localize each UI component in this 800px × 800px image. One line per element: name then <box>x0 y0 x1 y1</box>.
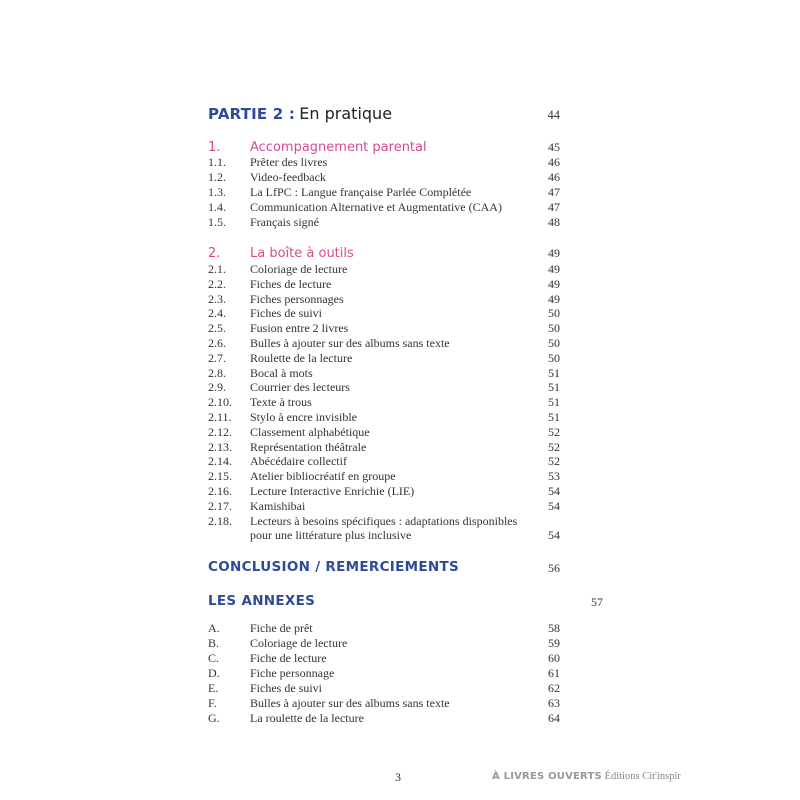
toc-item-number: 1.2. <box>208 170 226 184</box>
toc-item-page: 52 <box>548 454 560 469</box>
toc-item-text: Texte à trous <box>250 395 312 410</box>
toc-item-page: 47 <box>548 185 560 199</box>
toc-item-number: 2.8. <box>208 365 226 380</box>
toc-item-number: 2.12. <box>208 424 232 439</box>
section-2-number: 2. <box>208 246 221 261</box>
toc-item-page: 52 <box>548 424 560 439</box>
toc-item-text: Coloriage de lecture <box>250 262 348 276</box>
section-2-page: 49 <box>548 246 560 260</box>
toc-item-number: 2.17. <box>208 498 232 513</box>
section-2-title: La boîte à outils <box>250 246 354 261</box>
toc-item-number: 2.10. <box>208 395 232 410</box>
toc-item-text: Lecteurs à besoins spécifiques : adaptations disponibles <box>250 513 518 528</box>
toc-item-text: Fiche de lecture <box>250 651 327 665</box>
toc-item-number: 2.11. <box>208 410 232 424</box>
annexes-heading: LES ANNEXES <box>208 593 316 609</box>
toc-item-page: 51 <box>548 410 560 424</box>
part-page: 44 <box>547 108 560 122</box>
conclusion-heading: CONCLUSION / REMERCIEMENTS <box>208 559 460 575</box>
toc-item-page: 51 <box>548 395 560 410</box>
section-1-title: Accompagnement parental <box>250 140 427 155</box>
toc-item-text: Video-feedback <box>250 170 326 184</box>
toc-item-text: Classement alphabétique <box>250 424 370 439</box>
toc-item-number: 2.15. <box>208 469 232 484</box>
toc-item-text: Fiche personnage <box>250 666 335 680</box>
toc-item-number: 2.9. <box>208 380 226 395</box>
toc-item-page: 54 <box>548 498 560 513</box>
toc-item-text: Stylo à encre invisible <box>250 410 357 424</box>
toc-item-number: 1.1. <box>208 155 226 169</box>
toc-item-page: 64 <box>548 711 560 725</box>
toc-item-text: Courrier des lecteurs <box>250 380 350 395</box>
brand-name: À LIVRES OUVERTS <box>492 771 602 782</box>
annexes-page: 57 <box>591 595 603 609</box>
toc-item-page: 52 <box>548 439 560 454</box>
publisher-name: Éditions Cit'inspir <box>604 771 681 782</box>
toc-item-text: Représentation théâtrale <box>250 439 367 454</box>
toc-item-page: 59 <box>548 636 560 650</box>
toc-item-page: 51 <box>548 365 560 380</box>
toc-item-text: Atelier bibliocréatif en groupe <box>250 469 396 484</box>
toc-item-number: G. <box>208 711 220 725</box>
toc-item-text: Fiches de lecture <box>250 276 332 291</box>
toc-item-page: 50 <box>548 306 560 321</box>
toc-item-text: Abécédaire collectif <box>250 454 347 469</box>
toc-item-number: 2.3. <box>208 291 226 306</box>
toc-item-number: 1.3. <box>208 185 226 199</box>
toc-item-number: F. <box>208 696 217 710</box>
page-number: 3 <box>395 770 401 784</box>
toc-item-page: 46 <box>548 170 560 184</box>
toc-item-text: Fiches de suivi <box>250 306 322 321</box>
toc-item-page: 46 <box>548 155 560 169</box>
toc-item-page: 48 <box>548 215 560 229</box>
toc-item-number: 2.16. <box>208 484 232 498</box>
toc-item-text: La roulette de la lecture <box>250 711 364 725</box>
toc-item-number: 2.2. <box>208 276 226 291</box>
toc-item-text: Français signé <box>250 215 319 229</box>
toc-item-page: 49 <box>548 291 560 306</box>
toc-item-number: E. <box>208 681 219 695</box>
toc-item-number: 2.6. <box>208 336 226 350</box>
toc-item-number: 2.14. <box>208 454 232 469</box>
toc-item-number: 1.5. <box>208 215 226 229</box>
toc-item-number: 2.13. <box>208 439 232 454</box>
toc-item-number: D. <box>208 666 220 680</box>
toc-item-page: 54 <box>548 528 560 543</box>
toc-item-text: Kamishibai <box>250 498 306 513</box>
toc-item-number: 2.18. <box>208 513 232 528</box>
toc-item-page: 49 <box>548 276 560 291</box>
toc-item-number: C. <box>208 651 220 665</box>
toc-item-number: B. <box>208 636 220 650</box>
toc-item-page: 63 <box>548 696 560 710</box>
toc-item-page: 49 <box>548 262 560 276</box>
toc-item-text: Roulette de la lecture <box>250 350 353 365</box>
toc-item-page: 47 <box>548 200 560 214</box>
toc-item-number: 2.7. <box>208 350 226 365</box>
toc-item-page: 60 <box>548 651 560 665</box>
section-1-number: 1. <box>208 140 221 155</box>
toc-item-text: pour une littérature plus inclusive <box>250 528 412 543</box>
toc-item-page: 50 <box>548 336 560 350</box>
part-title: En pratique <box>299 104 393 123</box>
toc-item-text: La LfPC : Langue française Parlée Complétée <box>250 185 472 199</box>
toc-item-text: Fusion entre 2 livres <box>250 321 349 336</box>
toc-item-page: 54 <box>548 484 560 498</box>
toc-item-number: 2.5. <box>208 321 226 336</box>
part-heading <box>208 104 392 124</box>
toc-item-page: 62 <box>548 681 560 695</box>
toc-item-text: Fiches de suivi <box>250 681 322 695</box>
toc-item-page: 61 <box>548 666 560 680</box>
toc-item-page: 50 <box>548 350 560 365</box>
toc-item-text: Fiches personnages <box>250 291 344 306</box>
toc-item-text: Bulles à ajouter sur des albums sans texte <box>250 336 450 350</box>
toc-item-number: 2.1. <box>208 262 226 276</box>
toc-item-number: 2.4. <box>208 306 226 321</box>
toc-item-text: Prêter des livres <box>250 155 328 169</box>
footer-brand <box>492 771 681 782</box>
toc-item-page: 51 <box>548 380 560 395</box>
toc-item-text: Bulles à ajouter sur des albums sans texte <box>250 696 450 710</box>
toc-item-number: 1.4. <box>208 200 226 214</box>
toc-item-page: 50 <box>548 321 560 336</box>
toc-item-text: Communication Alternative et Augmentative (CAA) <box>250 200 502 214</box>
toc-item-page: 53 <box>548 469 560 484</box>
toc-item-text: Bocal à mots <box>250 365 313 380</box>
section-1-page: 45 <box>548 140 560 154</box>
toc-item-page: 58 <box>548 621 560 635</box>
toc-item-text: Lecture Interactive Enrichie (LIE) <box>250 484 415 498</box>
toc-item-number: A. <box>208 621 220 635</box>
toc-item-text: Fiche de prêt <box>250 621 313 635</box>
conclusion-page: 56 <box>548 561 560 575</box>
toc-item-text: Coloriage de lecture <box>250 636 348 650</box>
part-label: PARTIE 2 : <box>208 105 296 123</box>
